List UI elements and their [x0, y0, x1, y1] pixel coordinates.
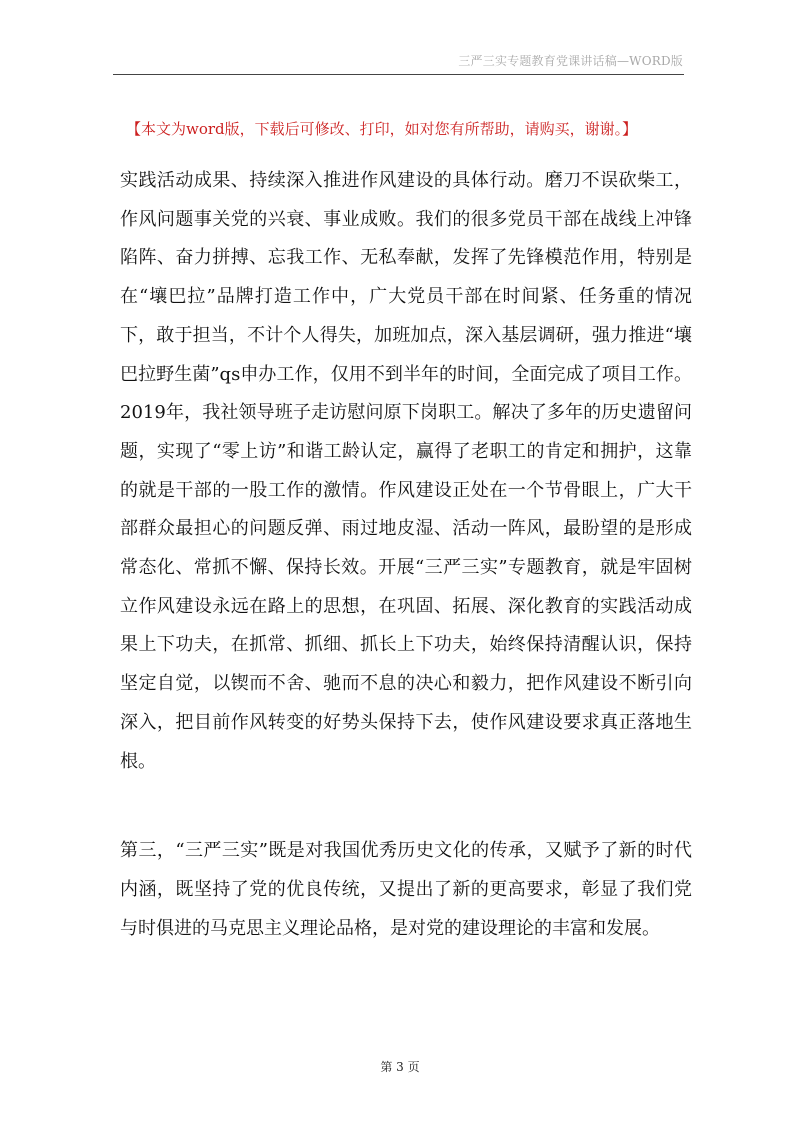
header-divider [113, 74, 684, 75]
paragraph-spacer [120, 781, 692, 832]
download-notice: 【本文为word版，下载后可修改、打印，如对您有所帮助，请购买，谢谢。】 [126, 120, 638, 138]
page-number: 第 3 页 [380, 1060, 420, 1074]
page-header-title: 三严三实专题教育党课讲话稿—WORD版 [458, 54, 683, 68]
paragraph-2: 第三，“三严三实”既是对我国优秀历史文化的传承，又赋予了新的时代内涵，既坚持了党的优良传统，又提出了新的更高要求，彰显了我们党与时俱进的马克思主义理论品格，是对党的建设理论的丰富和发展。 [120, 840, 692, 939]
body-text [120, 162, 692, 948]
paragraph-1: 实践活动成果、持续深入推进作风建设的具体行动。磨刀不误砍柴工，作风问题事关党的兴衰、事业成败。我们的很多党员干部在战线上冲锋陷阵、奋力拼搏、忘我工作、无私奉献，发挥了先锋模范作用，特别是在“壤巴拉”品牌打造工作中，广大党员干部在时间紧、任务重的情况下，敢于担当，不计个人得失，加班加点，深入基层调研，强力推进“壤巴拉野生菌”qs申办工作，仅用不到半年的时间，全面完成了项目工作。2019年，我社领导班子走访慰问原下岗职工。解决了多年的历史遗留问题，实现了“零上访”和谐工龄认定，赢得了老职工的肯定和拥护，这靠的就是干部的一股工作的激情。作风建设正处在一个节骨眼上，广大干部群众最担心的问题反弹、雨过地皮湿、活动一阵风，最盼望的是形成常态化、常抓不懈、保持长效。开展“三严三实”专题教育，就是牢固树立作风建设永远在路上的思想，在巩固、拓展、深化教育的实践活动成果上下功夫，在抓常、抓细、抓长上下功夫，始终保持清醒认识，保持坚定自觉，以锲而不舍、驰而不息的决心和毅力，把作风建设不断引向深入，把目前作风转变的好势头保持下去，使作风建设要求真正落地生根。 [120, 170, 692, 772]
